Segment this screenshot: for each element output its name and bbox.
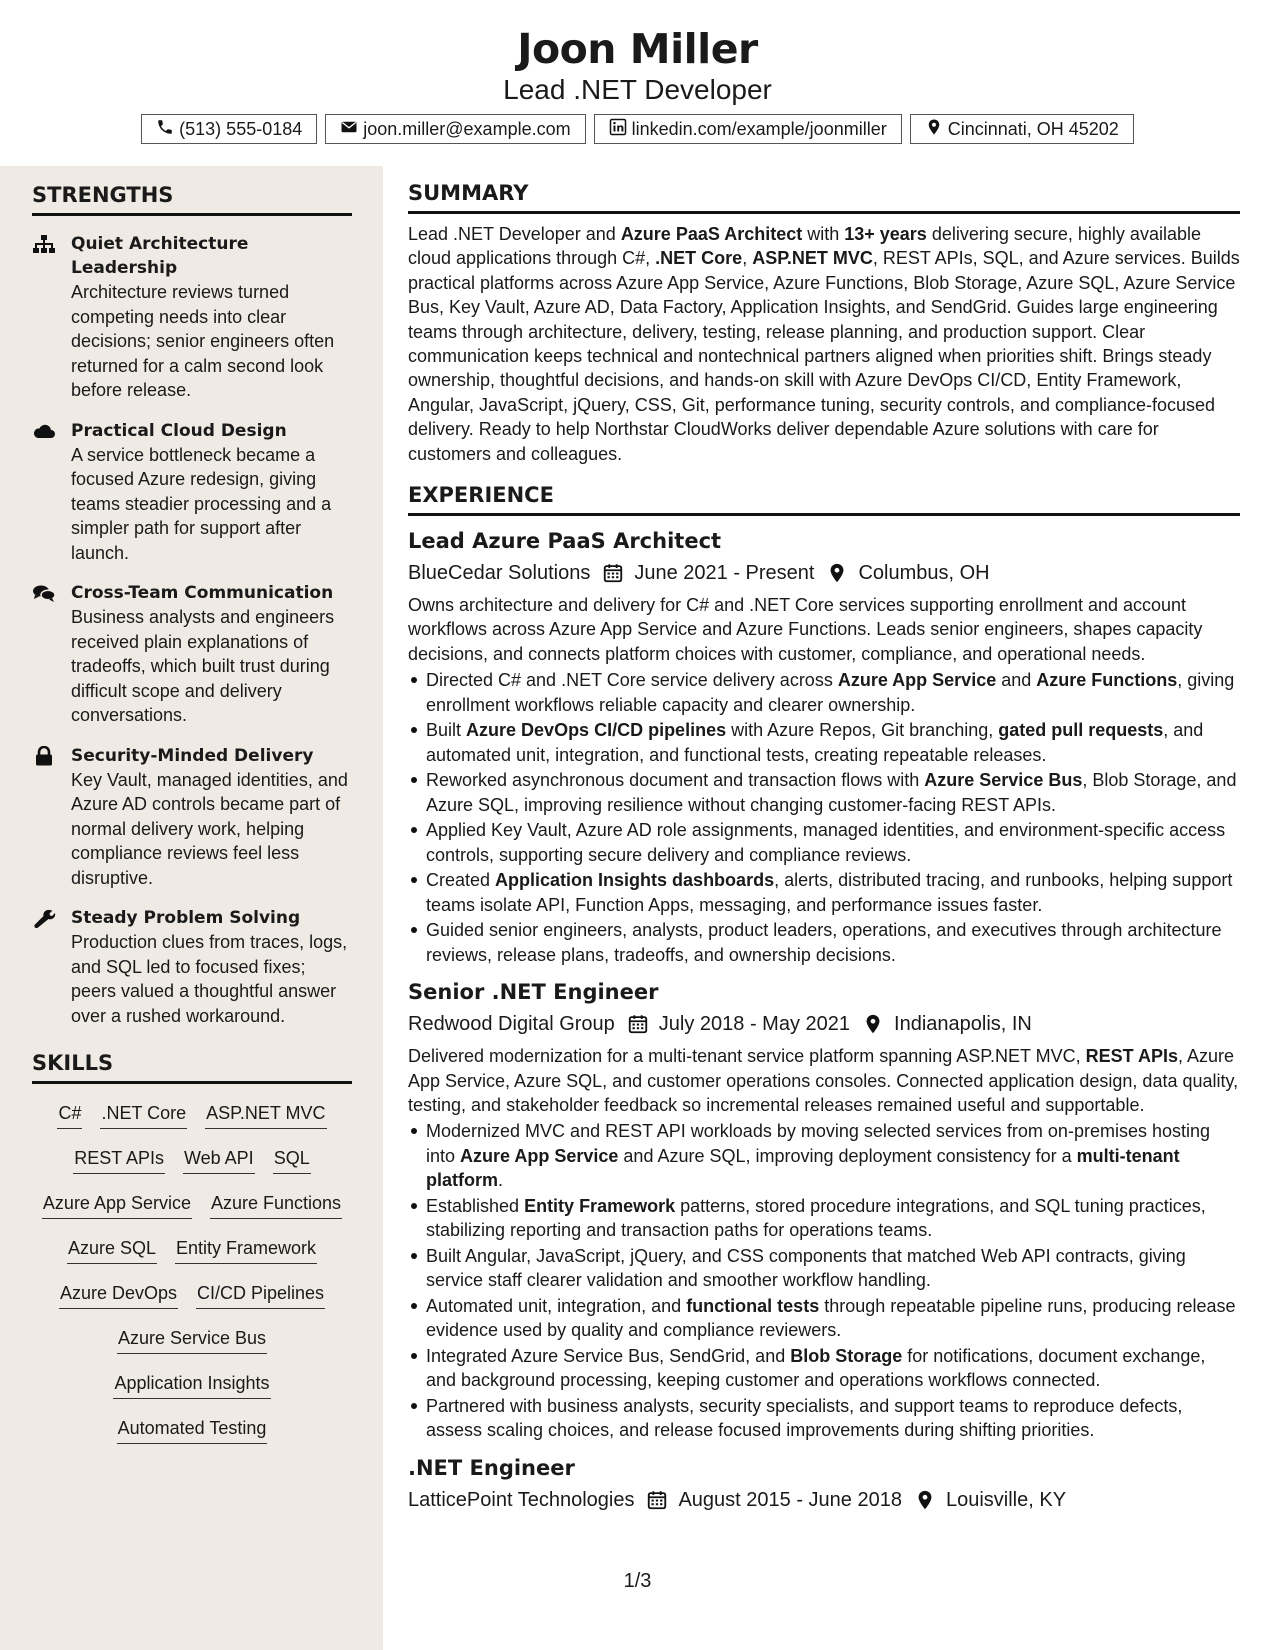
- job-company: BlueCedar Solutions: [408, 562, 591, 585]
- contact-linkedin-text: linkedin.com/example/joonmiller: [631, 118, 887, 139]
- skill-tag: Azure Service Bus: [117, 1327, 267, 1354]
- calendar-icon: [646, 1489, 668, 1511]
- skill-tag: Azure Functions: [210, 1192, 342, 1219]
- strength-item: [32, 419, 352, 566]
- skill-tag: .NET Core: [100, 1102, 187, 1129]
- job-location: Louisville, KY: [945, 1488, 1067, 1511]
- skills-list: [32, 1090, 352, 1450]
- skill-tag: CI/CD Pipelines: [196, 1282, 325, 1309]
- phone-icon: [156, 118, 174, 141]
- job-bullets: [408, 1119, 1240, 1442]
- contact-email[interactable]: [325, 114, 585, 144]
- experience-heading: EXPERIENCE: [408, 482, 1240, 516]
- skill-row: [32, 1315, 352, 1360]
- skill-row: [32, 1405, 352, 1450]
- job-entry: [408, 977, 1240, 1442]
- job-bullet: Partnered with business analysts, security specialists, and support teams to reproduce defects, assess scaling choices, and release focused improvements during shifting priorities.: [426, 1394, 1240, 1443]
- skill-tag: Automated Testing: [117, 1417, 268, 1444]
- job-location: Columbus, OH: [858, 562, 990, 585]
- page-number: 1/3: [623, 1570, 652, 1592]
- strength-description: Production clues from traces, logs, and SQL led to focused fixes; peers valued a thoughtful answer over a rushed workaround.: [71, 932, 348, 1026]
- job-bullet: Built Azure DevOps CI/CD pipelines with Azure Repos, Git branching, gated pull requests, and automated unit, integration, and functional tests, creating repeatable releases.: [426, 718, 1240, 767]
- strength-title: Practical Cloud Design: [71, 420, 287, 441]
- job-title: Lead Azure PaaS Architect: [408, 529, 722, 554]
- strength-title: Cross-Team Communication: [71, 583, 334, 603]
- skill-tag: Azure DevOps: [59, 1282, 178, 1309]
- strength-item: [32, 232, 352, 403]
- skill-row: [32, 1360, 352, 1405]
- skill-row: [32, 1135, 352, 1180]
- skill-tag: REST APIs: [73, 1147, 165, 1174]
- strength-item: [32, 744, 352, 891]
- org-chart-icon: [32, 234, 56, 254]
- contact-location-text: Cincinnati, OH 45202: [947, 118, 1119, 139]
- skill-tag: Azure SQL: [67, 1237, 157, 1264]
- job-description: Owns architecture and delivery for C# and .NET Core services supporting enrollment and account workflows across Azure App Service and Azure Functions. Leads senior engineers, shapes capacity decisions, and connects platform choices with customer, compliance, and operational needs.: [408, 595, 1203, 664]
- job-description: Delivered modernization for a multi-tenant service platform spanning ASP.NET MVC, REST APIs, Azure App Service, Azure SQL, and customer operations consoles. Connected application design, data quality, testing, and stakeholder feedback so incremental releases remained useful and supportable.: [408, 1046, 1239, 1115]
- job-company: Redwood Digital Group: [408, 1013, 615, 1036]
- skill-tag: SQL: [273, 1147, 311, 1174]
- map-pin-icon: [826, 562, 848, 584]
- resume-header: [0, 0, 1275, 144]
- job-bullet: Modernized MVC and REST API workloads by moving selected services from on-premises hosting into Azure App Service and Azure SQL, improving deployment consistency for a multi-tenant platform.: [426, 1119, 1240, 1192]
- strengths-list: [32, 232, 352, 1028]
- skill-tag: C#: [57, 1102, 82, 1129]
- job-bullet: Automated unit, integration, and functional tests through repeatable pipeline runs, producing release evidence used by quality and compliance reviewers.: [426, 1294, 1240, 1343]
- skill-tag: Azure App Service: [42, 1192, 192, 1219]
- skill-row: [32, 1180, 352, 1225]
- contact-phone[interactable]: [141, 114, 317, 144]
- summary-heading: SUMMARY: [408, 180, 1240, 214]
- strength-description: Business analysts and engineers received plain explanations of tradeoffs, which built trust during difficult scope and delivery conversations.: [71, 607, 335, 725]
- strength-item: [32, 906, 352, 1028]
- job-bullet: Integrated Azure Service Bus, SendGrid, and Blob Storage for notifications, document exchange, and background processing, keeping customer and operations workflows connected.: [426, 1344, 1240, 1393]
- contact-bar: [0, 114, 1275, 144]
- lock-icon: [32, 746, 56, 766]
- map-pin-icon: [925, 118, 943, 141]
- summary-text: Lead .NET Developer and Azure PaaS Architect with 13+ years delivering secure, highly available cloud applications through C#, .NET Core, ASP.NET MVC, REST APIs, SQL, and Azure services. Builds practical platforms across Azure App Service, Azure Functions, Blob Storage, Azure SQL, Azure Service Bus, Key Vault, Azure AD, Data Factory, Application Insights, and SendGrid. Guides large engineering teams through architecture, delivery, testing, release planning, and production support. Clear communication keeps technical and nontechnical partners aligned when priorities shift. Brings steady ownership, thoughtful decisions, and hands-on skill with Azure DevOps CI/CD, Entity Framework, Angular, JavaScript, jQuery, CSS, Git, performance tuning, security controls, and compliance-focused delivery. Ready to help Northstar CloudWorks deliver dependable Azure solutions with care for customers and colleagues.: [408, 224, 1240, 464]
- job-bullet: Directed C# and .NET Core service delivery across Azure App Service and Azure Functions, giving enrollment workflows reliable capacity and clearer ownership.: [426, 668, 1240, 717]
- strength-item: [32, 581, 352, 728]
- candidate-name: Joon Miller: [517, 25, 758, 73]
- cloud-icon: [32, 421, 56, 441]
- skill-row: [32, 1090, 352, 1135]
- job-dates: July 2018 - May 2021: [658, 1013, 851, 1036]
- skill-tag: Web API: [183, 1147, 255, 1174]
- contact-linkedin[interactable]: [594, 114, 902, 144]
- job-bullet: Applied Key Vault, Azure AD role assignments, managed identities, and environment-specific access controls, supporting secure delivery and compliance reviews.: [426, 818, 1240, 867]
- candidate-title: Lead .NET Developer: [503, 74, 772, 105]
- job-bullet: Reworked asynchronous document and transaction flows with Azure Service Bus, Blob Storage, and Azure SQL, improving resilience without changing customer-facing REST APIs.: [426, 768, 1240, 817]
- calendar-icon: [602, 562, 624, 584]
- job-entry: [408, 1453, 1240, 1515]
- job-bullet: Created Application Insights dashboards, alerts, distributed tracing, and runbooks, helping support teams isolate API, Function Apps, messaging, and performance issues faster.: [426, 868, 1240, 917]
- job-meta: [408, 1009, 1240, 1039]
- skill-tag: Application Insights: [113, 1372, 270, 1399]
- job-dates: June 2021 - Present: [634, 562, 815, 585]
- contact-email-text: joon.miller@example.com: [363, 118, 571, 139]
- main-column: [408, 180, 1240, 1515]
- job-bullet: Established Entity Framework patterns, stored procedure integrations, and SQL tuning practices, stabilizing reporting and transaction paths for operations teams.: [426, 1194, 1240, 1243]
- strength-description: Architecture reviews turned competing needs into clear decisions; senior engineers often returned for a calm second look before release.: [71, 282, 335, 400]
- job-bullet: Guided senior engineers, analysts, product leaders, operations, and executives through architecture reviews, release plans, tradeoffs, and ownership decisions.: [426, 918, 1240, 967]
- strengths-heading: STRENGTHS: [32, 182, 352, 216]
- envelope-icon: [340, 118, 358, 141]
- wrench-icon: [32, 908, 56, 928]
- map-pin-icon: [914, 1489, 936, 1511]
- job-location: Indianapolis, IN: [894, 1013, 1032, 1036]
- strength-title: Security-Minded Delivery: [71, 745, 314, 766]
- strength-description: Key Vault, managed identities, and Azure AD controls became part of normal delivery work, helping compliance reviews feel less disruptive.: [71, 769, 348, 888]
- job-title: Senior .NET Engineer: [408, 980, 659, 1005]
- job-dates: August 2015 - June 2018: [678, 1488, 902, 1511]
- job-company: LatticePoint Technologies: [408, 1488, 635, 1511]
- contact-location[interactable]: [910, 114, 1134, 144]
- job-bullets: [408, 668, 1240, 967]
- chat-bubbles-icon: [32, 583, 56, 603]
- job-title: .NET Engineer: [408, 1455, 575, 1480]
- job-meta: [408, 1485, 1240, 1515]
- job-entry: [408, 526, 1240, 967]
- skill-row: [32, 1225, 352, 1270]
- skill-tag: Entity Framework: [175, 1237, 317, 1264]
- calendar-icon: [627, 1013, 649, 1035]
- job-meta: [408, 558, 1240, 588]
- job-bullet: Built Angular, JavaScript, jQuery, and CSS components that matched Web API contracts, giving service staff clearer validation and smoother workflow handling.: [426, 1244, 1240, 1293]
- skills-heading: SKILLS: [32, 1050, 352, 1084]
- strength-title: Quiet Architecture Leadership: [71, 234, 249, 278]
- sidebar: [0, 166, 383, 1650]
- skill-row: [32, 1270, 352, 1315]
- linkedin-icon: [609, 118, 627, 141]
- contact-phone-text: (513) 555-0184: [179, 118, 303, 139]
- skill-tag: ASP.NET MVC: [205, 1102, 326, 1129]
- strength-description: A service bottleneck became a focused Azure redesign, giving teams steadier processing and a simpler path for support after launch.: [71, 444, 332, 563]
- strength-title: Steady Problem Solving: [71, 908, 301, 928]
- map-pin-icon: [862, 1013, 884, 1035]
